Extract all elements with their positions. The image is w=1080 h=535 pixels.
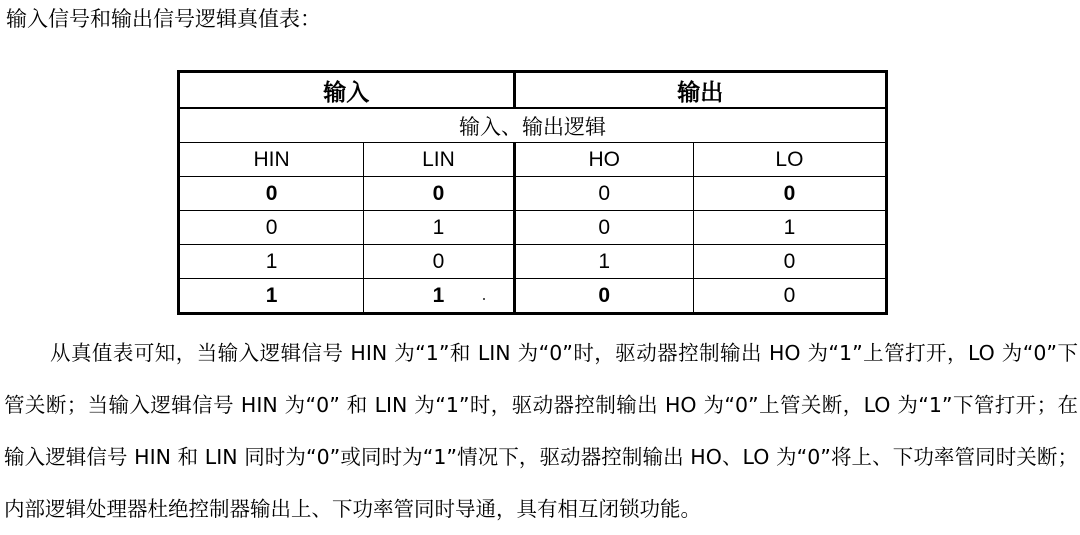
column-header-lo: LO (693, 143, 886, 177)
truth-table (177, 70, 888, 315)
cell-lin: 1 (364, 279, 514, 314)
table-row (179, 177, 887, 211)
table-subtitle: 输入、输出逻辑 (179, 108, 887, 143)
column-header-row (179, 143, 887, 177)
cell-ho: 1 (514, 245, 693, 279)
cell-lo: 0 (693, 245, 886, 279)
cell-hin: 1 (179, 279, 364, 314)
column-header-lin: LIN (364, 143, 514, 177)
cell-ho: 0 (514, 177, 693, 211)
output-group-header: 输出 (514, 72, 886, 109)
input-group-header: 输入 (179, 72, 515, 109)
stray-dot-mark (483, 298, 485, 300)
cell-ho: 0 (514, 279, 693, 314)
cell-lo: 0 (693, 279, 886, 314)
group-header-row (179, 72, 887, 109)
cell-lo: 0 (693, 177, 886, 211)
table-row (179, 245, 887, 279)
table-row (179, 211, 887, 245)
cell-lo: 1 (693, 211, 886, 245)
column-header-hin: HIN (179, 143, 364, 177)
cell-ho: 0 (514, 211, 693, 245)
explanation-paragraph: 从真值表可知，当输入逻辑信号 HIN 为“1”和 LIN 为“0”时，驱动器控制输出 HO 为“1”上管打开，LO 为“0”下管关断；当输入逻辑信号 HIN 为“0” 和 LIN 为“1”时，驱动器控制输出 HO 为“0”上管关断，LO 为“1”下管打开；在输入逻辑信号 HIN 和 LIN 同时为“0”或同时为“1”情况下，驱动器控制输出 HO、LO 为“0”将上、下功率管同时关断；内部逻辑处理器杜绝控制器输出上、下功率管同时导通，具有相互闭锁功能。 (4, 341, 1078, 521)
cell-hin: 1 (179, 245, 364, 279)
column-header-ho: HO (514, 143, 693, 177)
cell-hin: 0 (179, 211, 364, 245)
table-row (179, 279, 887, 314)
cell-hin: 0 (179, 177, 364, 211)
table-heading: 输入信号和输出信号逻辑真值表： (6, 7, 321, 31)
cell-lin: 0 (364, 245, 514, 279)
subtitle-row (179, 108, 887, 143)
cell-lin: 0 (364, 177, 514, 211)
cell-lin: 1 (364, 211, 514, 245)
